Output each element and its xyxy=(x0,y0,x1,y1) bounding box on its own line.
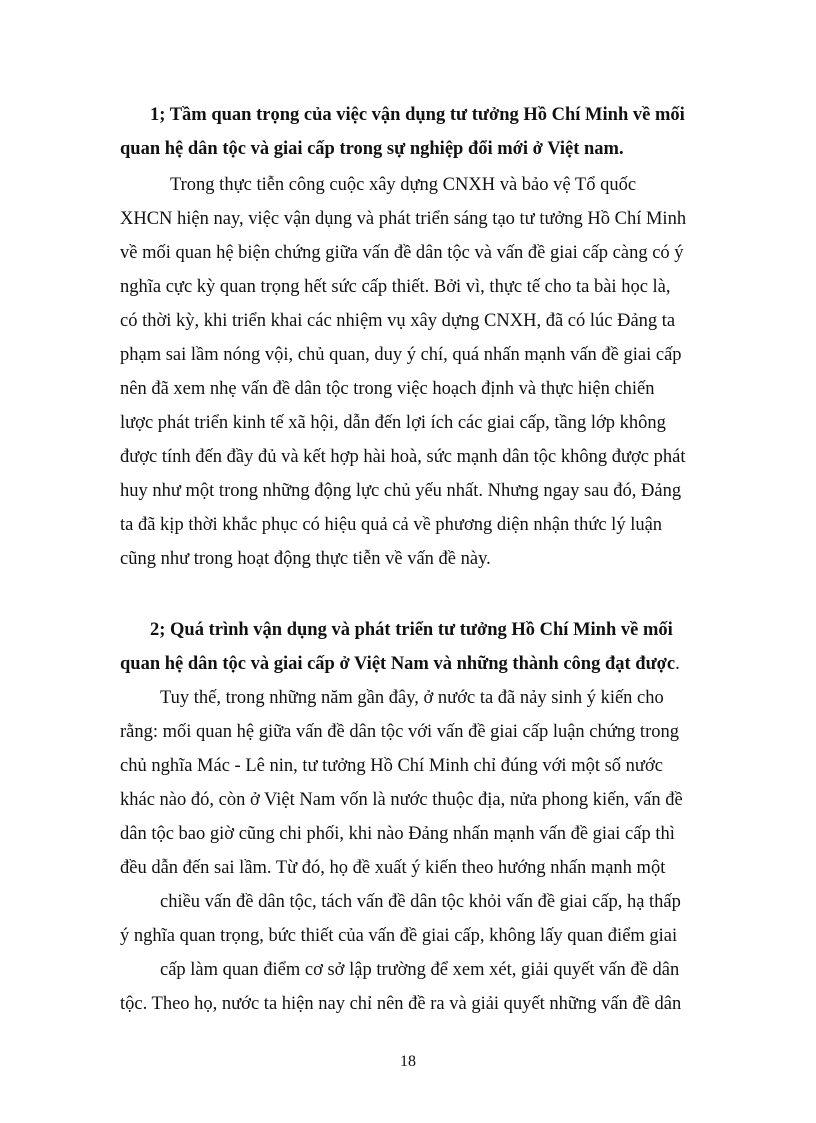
page-number: 18 xyxy=(400,1053,416,1070)
section-1-paragraph-line: phạm sai lầm nóng vội, chủ quan, duy ý chí, quá nhấn mạnh vấn đề giai cấp xyxy=(120,345,682,365)
section-2-paragraph-line: khác nào đó, còn ở Việt Nam vốn là nước thuộc địa, nửa phong kiến, vấn đề xyxy=(120,790,683,810)
section-2-paragraph-line: tộc. Theo họ, nước ta hiện nay chỉ nên đề ra và giải quyết những vấn đề dân xyxy=(120,994,682,1014)
section-1-paragraph-line: nghĩa cực kỳ quan trọng hết sức cấp thiết. Bởi vì, thực tế cho ta bài học là, xyxy=(120,277,671,297)
section-2-paragraph-line: rằng: mối quan hệ giữa vấn đề dân tộc với vấn đề giai cấp luận chứng trong xyxy=(120,722,679,742)
section-1-paragraph-line: ta đã kịp thời khắc phục có hiệu quả cả về phương diện nhận thức lý luận xyxy=(120,515,663,535)
section-2-heading-line-2 xyxy=(120,652,680,676)
section-2-paragraph-line: ý nghĩa quan trọng, bức thiết của vấn đề giai cấp, không lấy quan điểm giai xyxy=(120,926,678,946)
section-1-paragraph-line: lược phát triển kinh tế xã hội, dẫn đến lợi ích các giai cấp, tầng lớp không xyxy=(120,413,666,433)
section-1-paragraph-line: nên đã xem nhẹ vấn đề dân tộc trong việc hoạch định và thực hiện chiến xyxy=(120,379,655,399)
section-2-paragraph-line: chủ nghĩa Mác - Lê nin, tư tưởng Hồ Chí Minh chỉ đúng với một số nước xyxy=(120,756,663,776)
section-1-paragraph-line: về mối quan hệ biện chứng giữa vấn đề dân tộc và vấn đề giai cấp càng có ý xyxy=(120,243,684,263)
section-2-paragraph-line: cấp làm quan điểm cơ sở lập trường để xem xét, giải quyết vấn đề dân xyxy=(160,960,680,980)
section-2-paragraph-line: Tuy thế, trong những năm gần đây, ở nước ta đã nảy sinh ý kiến cho xyxy=(160,688,664,708)
section-2-heading-period: . xyxy=(675,654,680,674)
section-1-paragraph-line: có thời kỳ, khi triển khai các nhiệm vụ xây dựng CNXH, đã có lúc Đảng ta xyxy=(120,311,676,331)
section-1-heading-line-1: 1; Tầm quan trọng của việc vận dụng tư tưởng Hồ Chí Minh về mối xyxy=(150,105,685,125)
section-1-paragraph-line: được tính đến đầy đủ và kết hợp hài hoà, sức mạnh dân tộc không được phát xyxy=(120,447,686,467)
section-2-paragraph-line: chiều vấn đề dân tộc, tách vấn đề dân tộc khỏi vấn đề giai cấp, hạ thấp xyxy=(160,892,681,912)
section-1-heading-line-2: quan hệ dân tộc và giai cấp trong sự nghiệp đổi mới ở Việt nam. xyxy=(120,139,624,159)
section-1-paragraph-line: huy như một trong những động lực chủ yếu nhất. Nhưng ngay sau đó, Đảng xyxy=(120,481,682,501)
section-2-heading-line-1: 2; Quá trình vận dụng và phát triển tư tưởng Hồ Chí Minh về mối xyxy=(150,620,673,640)
section-2-paragraph-line: đều dẫn đến sai lầm. Từ đó, họ đề xuất ý kiến theo hướng nhấn mạnh một xyxy=(120,858,666,878)
section-1-paragraph-line: Trong thực tiễn công cuộc xây dựng CNXH và bảo vệ Tổ quốc xyxy=(170,175,637,195)
section-2-heading-text: quan hệ dân tộc và giai cấp ở Việt Nam và những thành công đạt được xyxy=(120,654,676,674)
section-2-paragraph-line: dân tộc bao giờ cũng chi phối, khi nào Đảng nhấn mạnh vấn đề giai cấp thì xyxy=(120,824,675,844)
section-1-paragraph-line: cũng như trong hoạt động thực tiễn về vấn đề này. xyxy=(120,549,491,569)
section-1-paragraph-line: XHCN hiện nay, việc vận dụng và phát triển sáng tạo tư tưởng Hồ Chí Minh xyxy=(120,209,687,229)
